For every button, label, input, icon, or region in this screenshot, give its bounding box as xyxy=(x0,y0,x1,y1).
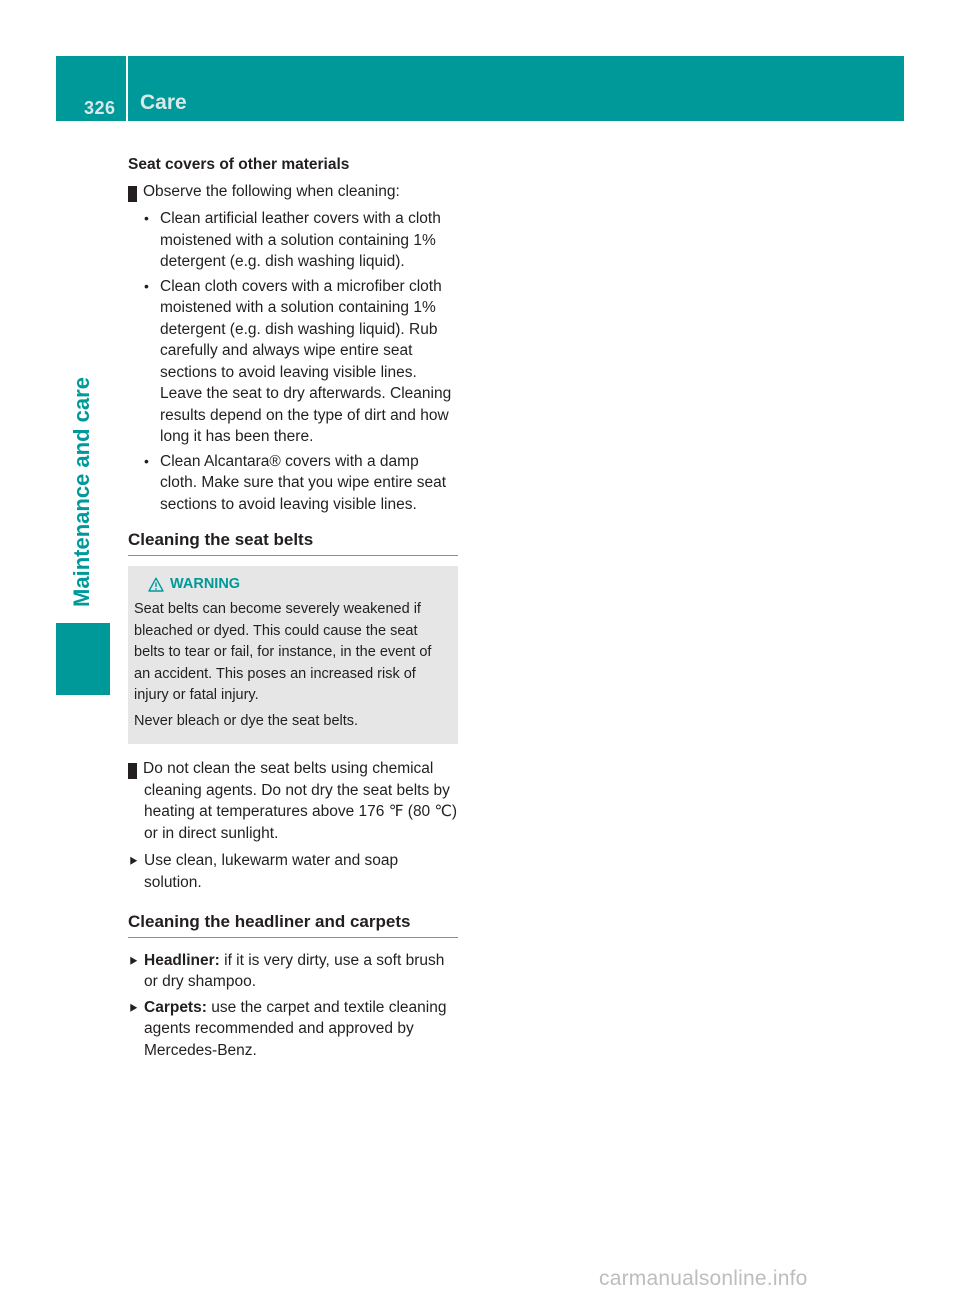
seat-belts-steps xyxy=(128,850,458,893)
warning-text: Seat belts can become severely weakened if bleached or dyed. This could cause the seat belts to tear or fail, for instance, in the event of an accident. This poses an increased risk of injury or fatal injury. xyxy=(134,601,432,703)
step-label: Headliner: xyxy=(144,951,220,969)
page-content xyxy=(122,154,458,1069)
step-text: Use clean, lukewarm water and soap solution. xyxy=(144,852,399,891)
seat-belts-note-text: Do not clean the seat belts using chemical cleaning agents. Do not dry the seat belts by heating at temperatures above 176 ℉ (80 ℃) or in direct sunlight. xyxy=(143,760,458,842)
warning-title xyxy=(148,574,448,596)
arrow-right-icon: ⯈ xyxy=(128,1000,139,1016)
seat-covers-note-text: Observe the following when cleaning: xyxy=(143,182,400,200)
list-item: • Clean cloth covers with a microfiber cloth moistened with a solution containing 1% detergent (e.g. dish washing liquid). Rub carefully and always wipe entire seat sections to avoid leaving visible lines. Leave the seat to dry afterwards. Cleaning results depend on the type of dirt and how long it has been there. xyxy=(144,276,458,448)
list-item: • Clean artificial leather covers with a cloth moistened with a solution containing 1% detergent (e.g. dish washing liquid). xyxy=(144,208,458,273)
arrow-right-icon: ⯈ xyxy=(128,953,139,969)
side-tab-marker xyxy=(56,623,110,695)
warning-title-text: WARNING xyxy=(170,575,241,592)
headliner-steps xyxy=(128,950,458,1062)
chapter-title: Care xyxy=(140,91,187,114)
step-label: Carpets: xyxy=(144,998,207,1016)
list-item: • Clean Alcantara® covers with a damp cloth. Make sure that you wipe entire seat sections to avoid leaving visible lines. xyxy=(144,451,458,516)
seat-covers-note xyxy=(122,181,458,203)
step-text: use the carpet and textile cleaning agents recommended and approved by Mercedes-Benz. xyxy=(144,998,447,1059)
step-item xyxy=(128,850,458,893)
exclamation-icon: ! xyxy=(128,186,137,202)
step-text: if it is very dirty, use a soft brush or dry shampoo. xyxy=(144,951,445,990)
warning-instruction: Never bleach or dye the seat belts. xyxy=(134,712,359,729)
warning-triangle-icon xyxy=(148,577,164,592)
page-number: 326 xyxy=(84,98,116,118)
exclamation-icon: ! xyxy=(128,763,137,779)
seat-belts-heading: Cleaning the seat belts xyxy=(128,529,458,556)
seat-covers-title: Seat covers of other materials xyxy=(128,156,350,173)
header-divider xyxy=(126,56,128,121)
seat-belts-note xyxy=(122,758,458,844)
warning-box xyxy=(128,566,458,745)
side-tab-label: Maintenance and care xyxy=(69,377,94,607)
step-item xyxy=(128,950,458,993)
watermark: carmanualsonline.info xyxy=(599,1267,808,1290)
step-item xyxy=(128,997,458,1062)
seat-covers-list xyxy=(128,208,458,515)
headliner-heading: Cleaning the headliner and carpets xyxy=(128,911,458,938)
arrow-right-icon: ⯈ xyxy=(128,854,139,869)
